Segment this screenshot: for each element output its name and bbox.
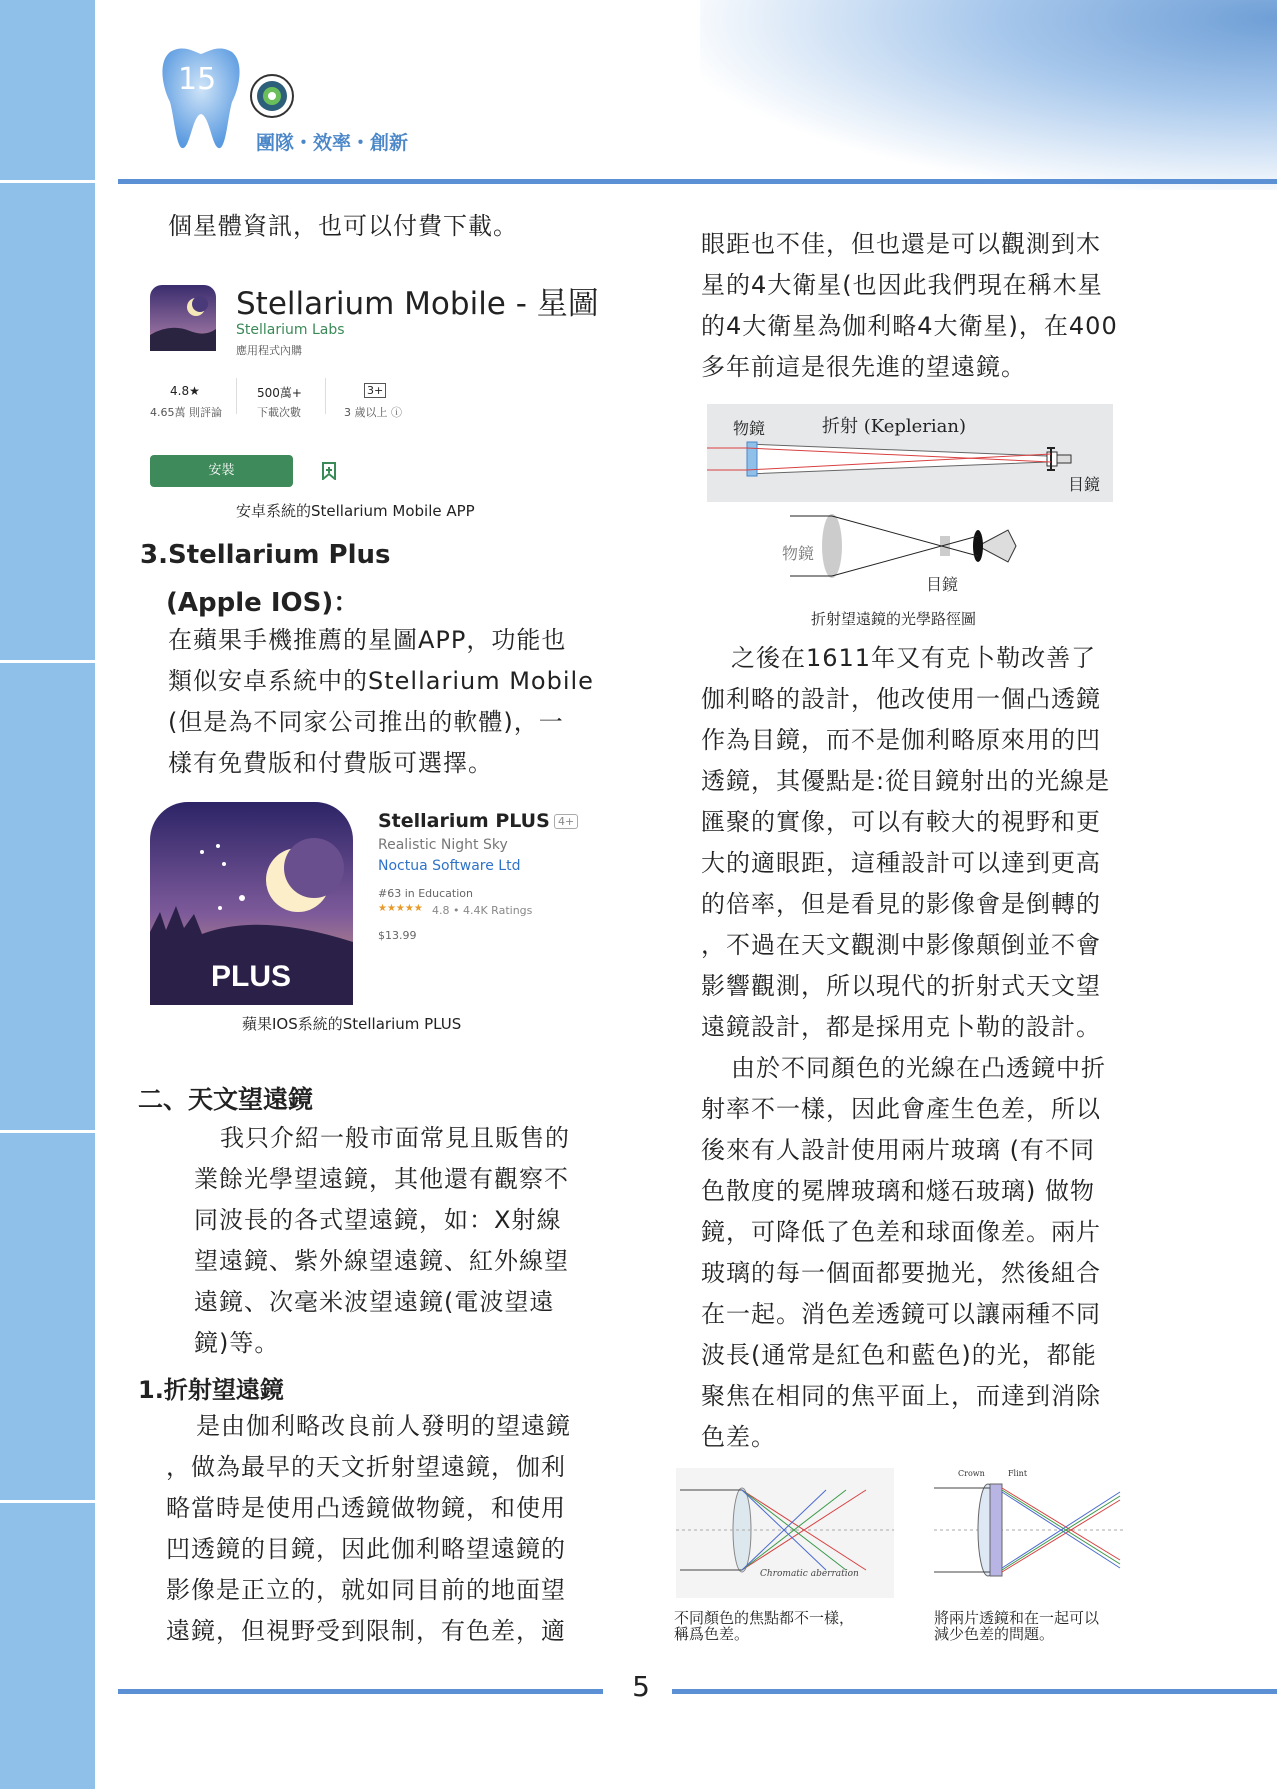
intro-line: 個星體資訊，也可以付費下載。 [168, 212, 518, 240]
eyepiece-label: 目鏡 [1068, 475, 1101, 494]
android-age-badge: 3+ [364, 383, 386, 398]
plus-icon-text: PLUS [210, 960, 292, 993]
objective-label-2: 物鏡 [782, 544, 815, 563]
achromat-figure [934, 1464, 1124, 1594]
issue-number: 15 [178, 62, 217, 97]
section3-heading-1: 3.Stellarium Plus [140, 540, 391, 570]
install-button[interactable]: 安裝 [150, 455, 293, 487]
objective-label: 物鏡 [733, 419, 766, 438]
android-rating: 4.8★ [170, 384, 200, 398]
sidebar-band [0, 0, 95, 1789]
android-downloads: 500萬+ [257, 386, 302, 400]
stellarium-plus-icon [150, 802, 353, 1005]
stellarium-mobile-icon [150, 285, 216, 351]
wishlist-icon[interactable] [322, 462, 336, 480]
eyepiece-label-2: 目鏡 [926, 575, 959, 594]
ios-app-rank: #63 in Education [378, 887, 473, 900]
ios-age-badge: 4+ [554, 814, 578, 829]
ios-stars: ★★★★★ [378, 903, 423, 914]
ios-app-caption: 蘋果IOS系統的Stellarium PLUS [242, 1015, 462, 1033]
header-glow [700, 0, 1277, 190]
android-reviews: 4.65萬 則評論 [150, 406, 222, 419]
android-app-caption: 安卓系統的Stellarium Mobile APP [236, 502, 475, 520]
ios-price: $13.99 [378, 929, 417, 942]
page-number: 5 [632, 1670, 650, 1703]
chromatic-label: Chromatic aberration [760, 1569, 859, 1579]
achromat-caption: 將兩片透鏡和在一起可以 減少色差的問題。 [934, 1609, 1100, 1643]
diagram-caption: 折射望遠鏡的光學路徑圖 [811, 610, 977, 628]
android-age-label: 3 歲以上 ⓘ [344, 406, 402, 419]
section-two-heading: 二、天文望遠鏡 [138, 1085, 314, 1114]
refractor-heading: 1.折射望遠鏡 [138, 1376, 284, 1404]
section-two-paragraph: 我只介紹一般市面常見且販售的 業餘光學望遠鏡，其他還有觀察不 同波長的各式望遠鏡，如：X射線 望遠鏡、紫外線望遠鏡、紅外線望 遠鏡、次毫米波望遠鏡(電波望遠 鏡)等。 [194, 1124, 570, 1357]
ios-app-subtitle: Realistic Night Sky [378, 837, 508, 853]
stat-divider [325, 378, 326, 414]
footer-rule-right [672, 1689, 1277, 1694]
android-downloads-label: 下載次數 [257, 406, 301, 419]
refractor-paragraph: 是由伽利略改良前人發明的望遠鏡 ，做為最早的天文折射望遠鏡，伽利 略當時是使用凸透鏡做物鏡，和使用 凹透鏡的目鏡，因此伽利略望遠鏡的 影像是正立的，就如同目前的地面望 遠鏡，但視野受到限制，有色差，適 [166, 1412, 571, 1645]
ios-ratings: 4.8 • 4.4K Ratings [432, 904, 533, 917]
tooth-logo-icon [160, 44, 242, 152]
header-rule [118, 179, 1277, 184]
chromatic-aberration-figure [676, 1468, 894, 1598]
refraction-path-diagram [780, 510, 1020, 582]
keplerian-title: 折射 (Keplerian) [822, 416, 966, 437]
footer-rule-left [118, 1689, 603, 1694]
motto: 團隊・效率・創新 [256, 132, 409, 154]
section3-heading-2: (Apple IOS)： [166, 588, 360, 618]
android-purchase-note: 應用程式內購 [236, 344, 302, 357]
crown-label: Crown [958, 1469, 985, 1478]
android-app-title: Stellarium Mobile - 星圖 [236, 286, 599, 322]
stat-divider [236, 378, 237, 414]
kepler-paragraph: 之後在1611年又有克卜勒改善了 伽利略的設計，他改使用一個凸透鏡 作為目鏡，而不是伽利略原來用的凹 透鏡，其優點是:從目鏡射出的光線是 匯聚的實像，可以有較大的視野和更 大的適眼距，這種設計可以達到更高 的倍率，但是看見的影像會是倒轉的 ，不過在天文觀測中影像顛倒並不會 影響觀測，所以現代的折射式天文望 遠鏡設計，都是採用克卜勒的設計。 由於不同顏色的光線在凸透鏡中折 射率不一樣，因此會產生色差，所以 後來有人設計使用兩片玻璃 (有不同 色散度的冕牌玻璃和燧石玻璃) 做物 鏡，可降低了色差和球面像差。兩片 玻璃的每一個面都要拋光，然後組合 在一起。消色差透鏡可以讓兩種不同 波長(通常是紅色和藍色)的光，都能 聚焦在相同的焦平面上，而達到消除 色差。 [701, 644, 1111, 1451]
ios-app-title: Stellarium PLUS [378, 810, 550, 832]
chromatic-caption: 不同顏色的焦點都不一樣， 稱爲色差。 [674, 1609, 855, 1643]
section3-paragraph: 在蘋果手機推薦的星圖APP，功能也 類似安卓系統中的Stellarium Mobile (但是為不同家公司推出的軟體)，一 樣有免費版和付費版可選擇。 [168, 626, 594, 777]
right-top-paragraph: 眼距也不佳，但也還是可以觀測到木 星的4大衛星(也因此我們現在稱木星 的4大衛星為伽利略4大衛星)，在400 多年前這是很先進的望遠鏡。 [701, 230, 1118, 381]
ios-app-developer[interactable]: Noctua Software Ltd [378, 858, 521, 874]
android-app-developer[interactable]: Stellarium Labs [236, 322, 345, 338]
school-seal-icon [250, 74, 294, 118]
flint-label: Flint [1008, 1469, 1028, 1478]
